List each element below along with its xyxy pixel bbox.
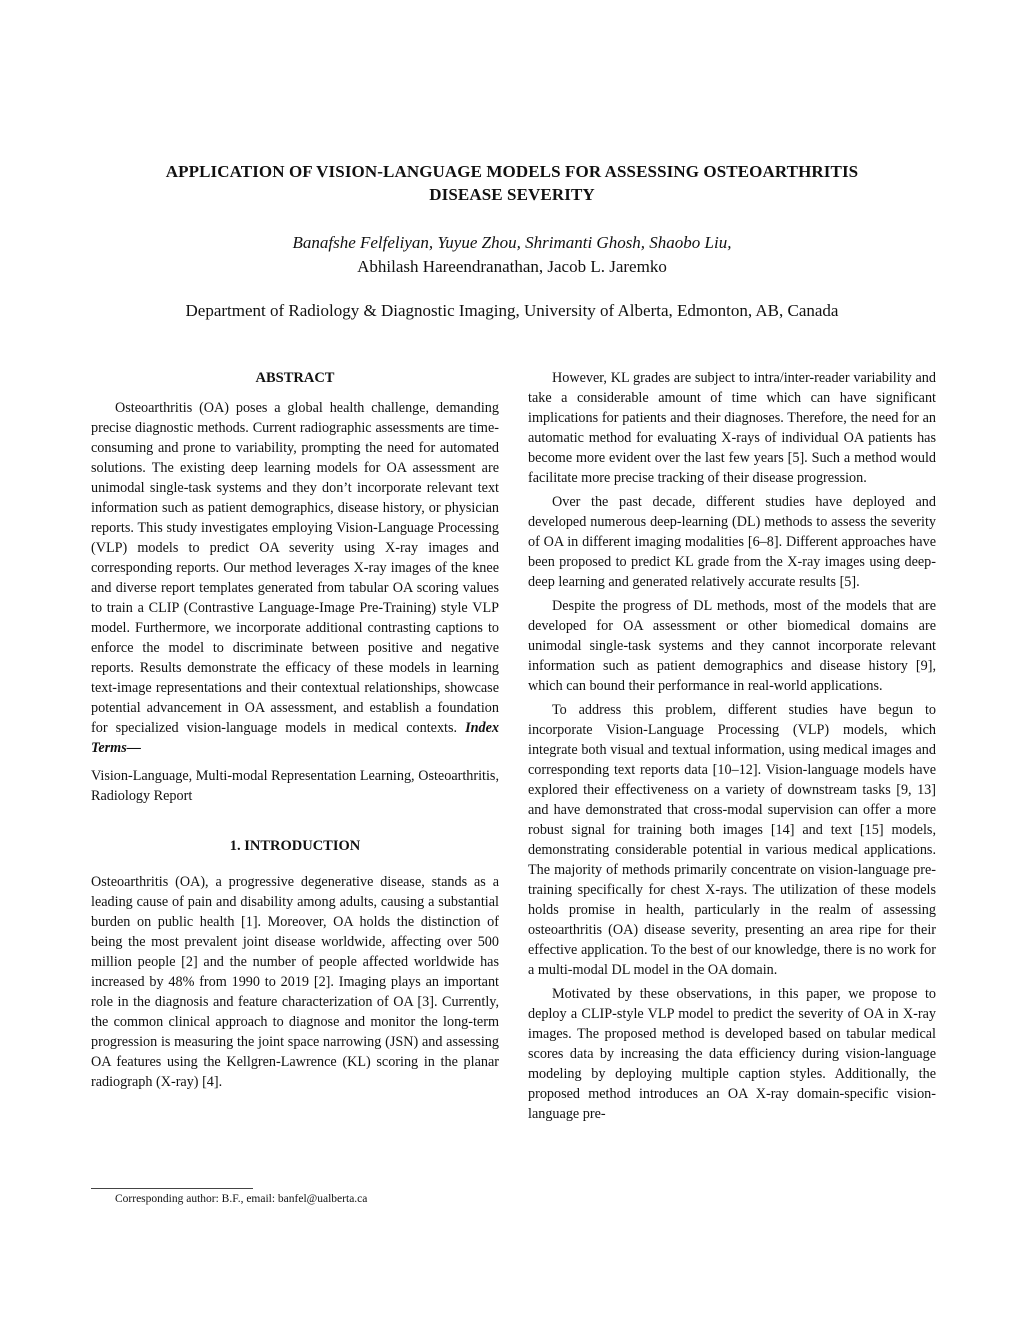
abstract-body	[91, 398, 499, 758]
right-paragraph-1: However, KL grades are subject to intra/inter-reader variability and take a considerable amount of time which can have significant implications for patients and their diagnoses. Therefore, the need for an automatic method for evaluating X-rays of individual OA patients has become more evident over the last few years [5]. Such a method would facilitate more precise tracking of their disease progression.	[528, 370, 936, 486]
author-list-line1: Banafshe Felfeliyan, Yuyue Zhou, Shrimanti Ghosh, Shaobo Liu,	[292, 233, 732, 252]
footnote-divider	[91, 1188, 253, 1189]
paper-title-line1: APPLICATION OF VISION-LANGUAGE MODELS FOR ASSESSING OSTEOARTHRITIS	[165, 162, 859, 181]
right-paragraph-3: Despite the progress of DL methods, most of the models that are developed for OA assessment or other biomedical domains are unimodal single-task systems and they cannot incorporate relevant information such as patient demographics and disease history [9], which can bound their performance in real-world applications.	[528, 598, 936, 694]
paper-title	[60, 160, 964, 206]
introduction-paragraph-1: Osteoarthritis (OA), a progressive degenerative disease, stands as a leading cause of pain and disability among adults, causing a substantial burden on public health [1]. Moreover, OA holds the distinction of being the most prevalent joint disease worldwide, affecting over 500 million people [2] and the number of people affected worldwide has increased by 48% from 1990 to 2019 [2]. Imaging plays an important role in the diagnosis and feature characterization of OA [3]. Currently, the common clinical approach to diagnose and monitor the long-term progression is measuring the joint space narrowing (JSN) and assessing OA features using the Kellgren-Lawrence (KL) scoring in the planar radiograph (X-ray) [4].	[91, 874, 499, 1090]
paper-title-line2: DISEASE SEVERITY	[429, 185, 595, 204]
author-list-line2: Abhilash Hareendranathan, Jacob L. Jaremko	[357, 257, 667, 276]
right-paragraph-5: Motivated by these observations, in this paper, we propose to deploy a CLIP-style VLP model to predict the severity of OA in X-ray images. The proposed method is developed based on tabular medical scores data by increasing the data efficiency during vision-language modeling by deploying multiple caption styles. Additionally, the proposed method introduces an OA X-ray domain-specific vision-language pre-	[528, 986, 936, 1122]
right-paragraph-4: To address this problem, different studies have begun to incorporate Vision-Language Processing (VLP) models, which integrate both visual and textual information, using medical images and corresponding text reports data [10–12]. Vision-language models have explored their effectiveness on a variety of downstream tasks [9, 13] and have demonstrated that cross-modal supervision can offer a more robust signal for training both images [14] and text [15] models, demonstrating considerable potential in various medical applications. The majority of methods primarily concentrate on vision-language pre-training specifically for chest X-rays. The utilization of these models holds promise in health, particularly in the realm of assessing osteoarthritis (OA) disease severity, presenting an area ripe for their effective application. To the best of our knowledge, there is no work for a multi-modal DL model in the OA domain.	[528, 702, 936, 978]
right-paragraph-2: Over the past decade, different studies have deployed and developed numerous deep-learning (DL) methods to assess the severity of OA in different imaging modalities [6–8]. Different approaches have been proposed to predict KL grade from the X-ray images using deep-deep learning and generated relatively accurate results [5].	[528, 494, 936, 590]
right-column	[528, 368, 936, 1124]
introduction-heading: 1. INTRODUCTION	[229, 838, 361, 854]
footnote: Corresponding author: B.F., email: banfel@ualberta.ca	[115, 1193, 368, 1205]
abstract-text: Osteoarthritis (OA) poses a global health challenge, demanding precise diagnostic methods. Current radiographic assessments are time-consuming and prone to variability, prompting the need for automated solutions. The existing deep learning models for OA assessment are unimodal single-task systems and they don’t incorporate relevant text information such as patient demographics, disease history, or physician reports. This study investigates employing Vision-Language Processing (VLP) models to predict OA severity using X-ray images and corresponding reports. Our method leverages X-ray images of the knee and diverse report templates generated from tabular OA scoring values to train a CLIP (Contrastive Language-Image Pre-Training) style VLP model. Furthermore, we incorporate additional contrasting captions to enforce the model to discriminate between positive and negative reports. Results demonstrate the efficacy of these models in learning text-image representations and their contextual relationships, showcase potential advancement in OA assessment, and establish a foundation for specialized vision-language models in medical contexts.	[91, 400, 499, 736]
abstract-heading: ABSTRACT	[255, 370, 335, 386]
affiliation: Department of Radiology & Diagnostic Imaging, University of Alberta, Edmonton, AB, Canada	[185, 301, 839, 320]
left-column	[91, 368, 499, 1092]
index-terms: Vision-Language, Multi-modal Representation Learning, Osteoarthritis, Radiology Report	[91, 768, 499, 804]
index-terms-label: Index Terms—	[91, 720, 500, 756]
